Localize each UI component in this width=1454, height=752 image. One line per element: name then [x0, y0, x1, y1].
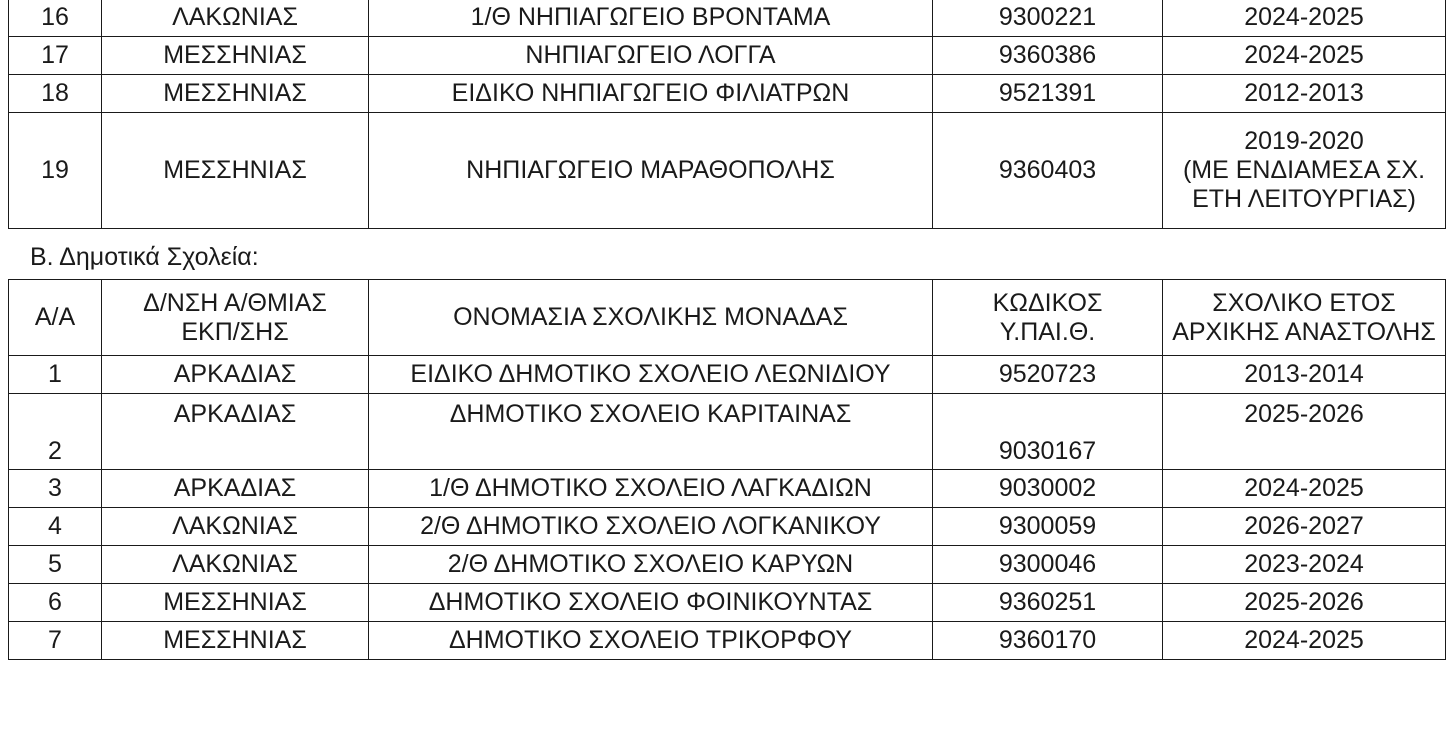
cell-school-name: ΔΗΜΟΤΙΚΟ ΣΧΟΛΕΙΟ ΤΡΙΚΟΡΦΟΥ [369, 622, 933, 660]
cell-aa: 18 [9, 75, 102, 113]
table-row [9, 0, 1446, 37]
table-row [9, 470, 1446, 508]
table-row [9, 356, 1446, 394]
cell-year [1163, 113, 1446, 229]
cell-directorate: ΜΕΣΣΗΝΙΑΣ [102, 37, 369, 75]
cell-year: 2024-2025 [1163, 622, 1446, 660]
cell-aa: 2 [9, 394, 102, 470]
cell-year: 2024-2025 [1163, 0, 1446, 37]
table-row [9, 622, 1446, 660]
primary-schools-table [8, 279, 1446, 660]
cell-code: 9360403 [933, 113, 1163, 229]
header-line: ΕΚΠ/ΣΗΣ [181, 317, 289, 346]
cell-year: 2024-2025 [1163, 37, 1446, 75]
cell-school-name: ΕΙΔΙΚΟ ΔΗΜΟΤΙΚΟ ΣΧΟΛΕΙΟ ΛΕΩΝΙΔΙΟΥ [369, 356, 933, 394]
cell-directorate: ΑΡΚΑΔΙΑΣ [102, 356, 369, 394]
cell-code: 9030002 [933, 470, 1163, 508]
cell-code: 9300046 [933, 546, 1163, 584]
kindergarten-table [8, 0, 1446, 229]
cell-directorate: ΑΡΚΑΔΙΑΣ [102, 470, 369, 508]
header-aa: Α/Α [9, 280, 102, 356]
cell-aa: 19 [9, 113, 102, 229]
cell-school-name: 2/Θ ΔΗΜΟΤΙΚΟ ΣΧΟΛΕΙΟ ΛΟΓΚΑΝΙΚΟΥ [369, 508, 933, 546]
cell-aa: 17 [9, 37, 102, 75]
header-line: ΣΧΟΛΙΚΟ ΕΤΟΣ [1212, 288, 1396, 317]
cell-year: 2023-2024 [1163, 546, 1446, 584]
header-line: Δ/ΝΣΗ Α/ΘΜΙΑΣ [143, 288, 327, 317]
cell-year: 2012-2013 [1163, 75, 1446, 113]
header-directorate [102, 280, 369, 356]
cell-code: 9360251 [933, 584, 1163, 622]
cell-code: 9521391 [933, 75, 1163, 113]
table-row [9, 584, 1446, 622]
cell-aa: 6 [9, 584, 102, 622]
cell-code: 9360386 [933, 37, 1163, 75]
header-code [933, 280, 1163, 356]
cell-code: 9300221 [933, 0, 1163, 37]
header-year [1163, 280, 1446, 356]
cell-school-name: 2/Θ ΔΗΜΟΤΙΚΟ ΣΧΟΛΕΙΟ ΚΑΡΥΩΝ [369, 546, 933, 584]
cell-code: 9030167 [933, 394, 1163, 470]
document-page [8, 0, 1446, 660]
header-line: ΑΡΧΙΚΗΣ ΑΝΑΣΤΟΛΗΣ [1172, 317, 1436, 346]
cell-school-name: 1/Θ ΔΗΜΟΤΙΚΟ ΣΧΟΛΕΙΟ ΛΑΓΚΑΔΙΩΝ [369, 470, 933, 508]
table-row [9, 37, 1446, 75]
cell-directorate: ΛΑΚΩΝΙΑΣ [102, 508, 369, 546]
cell-school-name: ΕΙΔΙΚΟ ΝΗΠΙΑΓΩΓΕΙΟ ΦΙΛΙΑΤΡΩΝ [369, 75, 933, 113]
cell-code: 9360170 [933, 622, 1163, 660]
cell-year: 2025-2026 [1163, 584, 1446, 622]
cell-school-name: ΝΗΠΙΑΓΩΓΕΙΟ ΜΑΡΑΘΟΠΟΛΗΣ [369, 113, 933, 229]
cell-directorate: ΜΕΣΣΗΝΙΑΣ [102, 584, 369, 622]
cell-aa: 4 [9, 508, 102, 546]
cell-school-name: ΝΗΠΙΑΓΩΓΕΙΟ ΛΟΓΓΑ [369, 37, 933, 75]
cell-school-name: ΔΗΜΟΤΙΚΟ ΣΧΟΛΕΙΟ ΚΑΡΙΤΑΙΝΑΣ [369, 394, 933, 470]
header-line: Υ.ΠΑΙ.Θ. [999, 317, 1096, 346]
cell-year-line: (ΜΕ ΕΝΔΙΑΜΕΣΑ ΣΧ. [1182, 156, 1426, 184]
cell-year: 2013-2014 [1163, 356, 1446, 394]
cell-school-name: ΔΗΜΟΤΙΚΟ ΣΧΟΛΕΙΟ ΦΟΙΝΙΚΟΥΝΤΑΣ [369, 584, 933, 622]
cell-aa: 1 [9, 356, 102, 394]
cell-directorate: ΜΕΣΣΗΝΙΑΣ [102, 622, 369, 660]
cell-year: 2026-2027 [1163, 508, 1446, 546]
cell-school-name: 1/Θ ΝΗΠΙΑΓΩΓΕΙΟ ΒΡΟΝΤΑΜΑ [369, 0, 933, 37]
cell-aa: 16 [9, 0, 102, 37]
cell-year-line: ΕΤΗ ΛΕΙΤΟΥΡΓΙΑΣ) [1192, 185, 1416, 213]
cell-year-line: 2019-2020 [1244, 127, 1364, 155]
cell-directorate: ΜΕΣΣΗΝΙΑΣ [102, 113, 369, 229]
header-school-name: ΟΝΟΜΑΣΙΑ ΣΧΟΛΙΚΗΣ ΜΟΝΑΔΑΣ [369, 280, 933, 356]
cell-aa: 3 [9, 470, 102, 508]
header-line: ΚΩΔΙΚΟΣ [992, 288, 1103, 317]
cell-code: 9520723 [933, 356, 1163, 394]
table-row [9, 113, 1446, 229]
cell-code: 9300059 [933, 508, 1163, 546]
table-row [9, 508, 1446, 546]
table-row [9, 546, 1446, 584]
table-row [9, 394, 1446, 470]
cell-directorate: ΛΑΚΩΝΙΑΣ [102, 546, 369, 584]
cell-year: 2024-2025 [1163, 470, 1446, 508]
cell-aa: 7 [9, 622, 102, 660]
cell-directorate: ΜΕΣΣΗΝΙΑΣ [102, 75, 369, 113]
cell-aa: 5 [9, 546, 102, 584]
table-row [9, 75, 1446, 113]
cell-directorate: ΛΑΚΩΝΙΑΣ [102, 0, 369, 37]
table-header-row [9, 280, 1446, 356]
section-heading: Β. Δημοτικά Σχολεία: [30, 243, 259, 271]
cell-directorate: ΑΡΚΑΔΙΑΣ [102, 394, 369, 470]
cell-year: 2025-2026 [1163, 394, 1446, 470]
